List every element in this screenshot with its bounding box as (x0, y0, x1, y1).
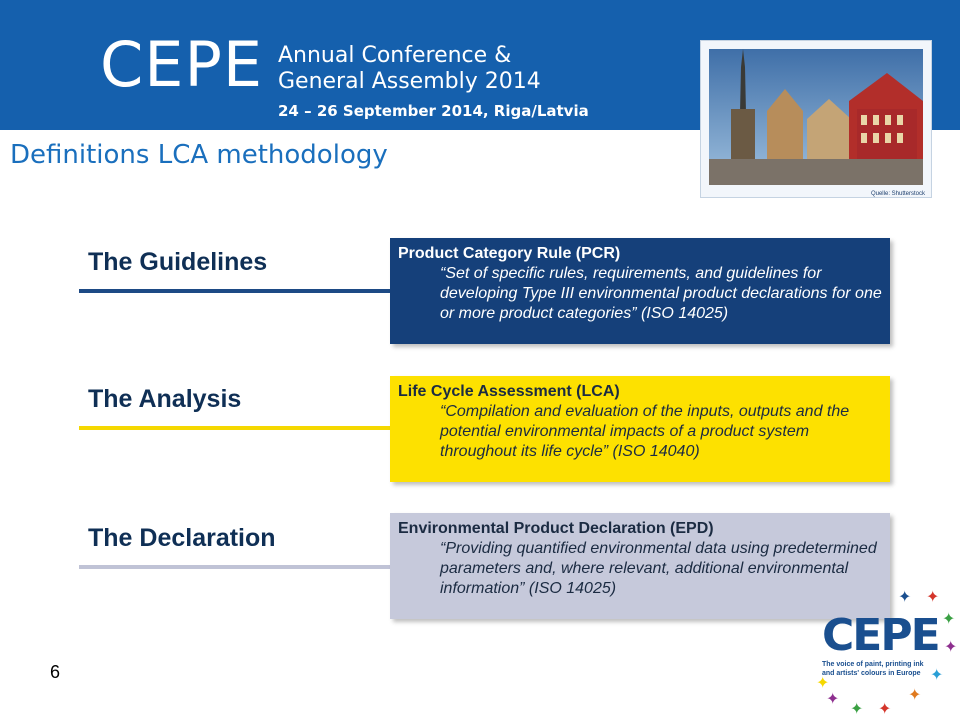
row-label-declaration: The Declaration (88, 524, 276, 552)
svg-text:✦: ✦ (816, 673, 830, 692)
svg-text:✦: ✦ (926, 587, 940, 606)
definition-text-pcr: “Set of specific rules, requirements, and guidelines for developing Type III environmental product declarations for one or more product categories” (ISO 14025) (440, 265, 882, 322)
definition-box-lca (390, 376, 890, 482)
definition-term-pcr: Product Category Rule (PCR) (398, 245, 621, 262)
definition-text-lca: “Compilation and evaluation of the inputs, outputs and the potential environmental impacts of a product system throughout its life cycle” (ISO 14040) (440, 403, 850, 460)
svg-text:✦: ✦ (826, 689, 840, 708)
riga-photo-frame (700, 40, 932, 198)
cepe-logo (814, 580, 960, 720)
page-number: 6 (50, 662, 61, 682)
svg-text:✦: ✦ (850, 699, 864, 718)
row-line-guidelines (79, 289, 391, 293)
row-label-guidelines: The Guidelines (88, 248, 268, 276)
svg-text:✦: ✦ (898, 587, 912, 606)
definition-box-pcr (390, 238, 890, 344)
slide-title: Definitions LCA methodology (10, 140, 388, 170)
conference-brand: CEPE (100, 28, 264, 101)
row-label-analysis: The Analysis (88, 385, 242, 413)
definition-term-lca: Life Cycle Assessment (LCA) (398, 383, 620, 400)
row-line-declaration (79, 565, 391, 569)
svg-text:✦: ✦ (908, 685, 922, 704)
definition-term-epd: Environmental Product Declaration (EPD) (398, 520, 714, 537)
definition-text-epd: “Providing quantified environmental data using predetermined parameters and, where relevant, additional environmental information” (ISO 14025) (440, 540, 877, 597)
svg-text:✦: ✦ (942, 609, 956, 628)
conference-dates: 24 – 26 September 2014, Riga/Latvia (278, 102, 589, 120)
logo-tagline: The voice of paint, printing ink and artists' colours in Europe (822, 661, 924, 677)
svg-text:✦: ✦ (930, 665, 944, 684)
row-line-analysis (79, 426, 391, 430)
photo-credit: Quelle: Shutterstock (870, 191, 925, 197)
riga-photo (709, 49, 923, 185)
logo-wordmark: CEPE (822, 610, 939, 661)
conference-name-line2: General Assembly 2014 (278, 69, 541, 94)
svg-text:✦: ✦ (878, 699, 892, 718)
conference-name-line1: Annual Conference & (278, 43, 512, 68)
svg-text:✦: ✦ (944, 637, 958, 656)
